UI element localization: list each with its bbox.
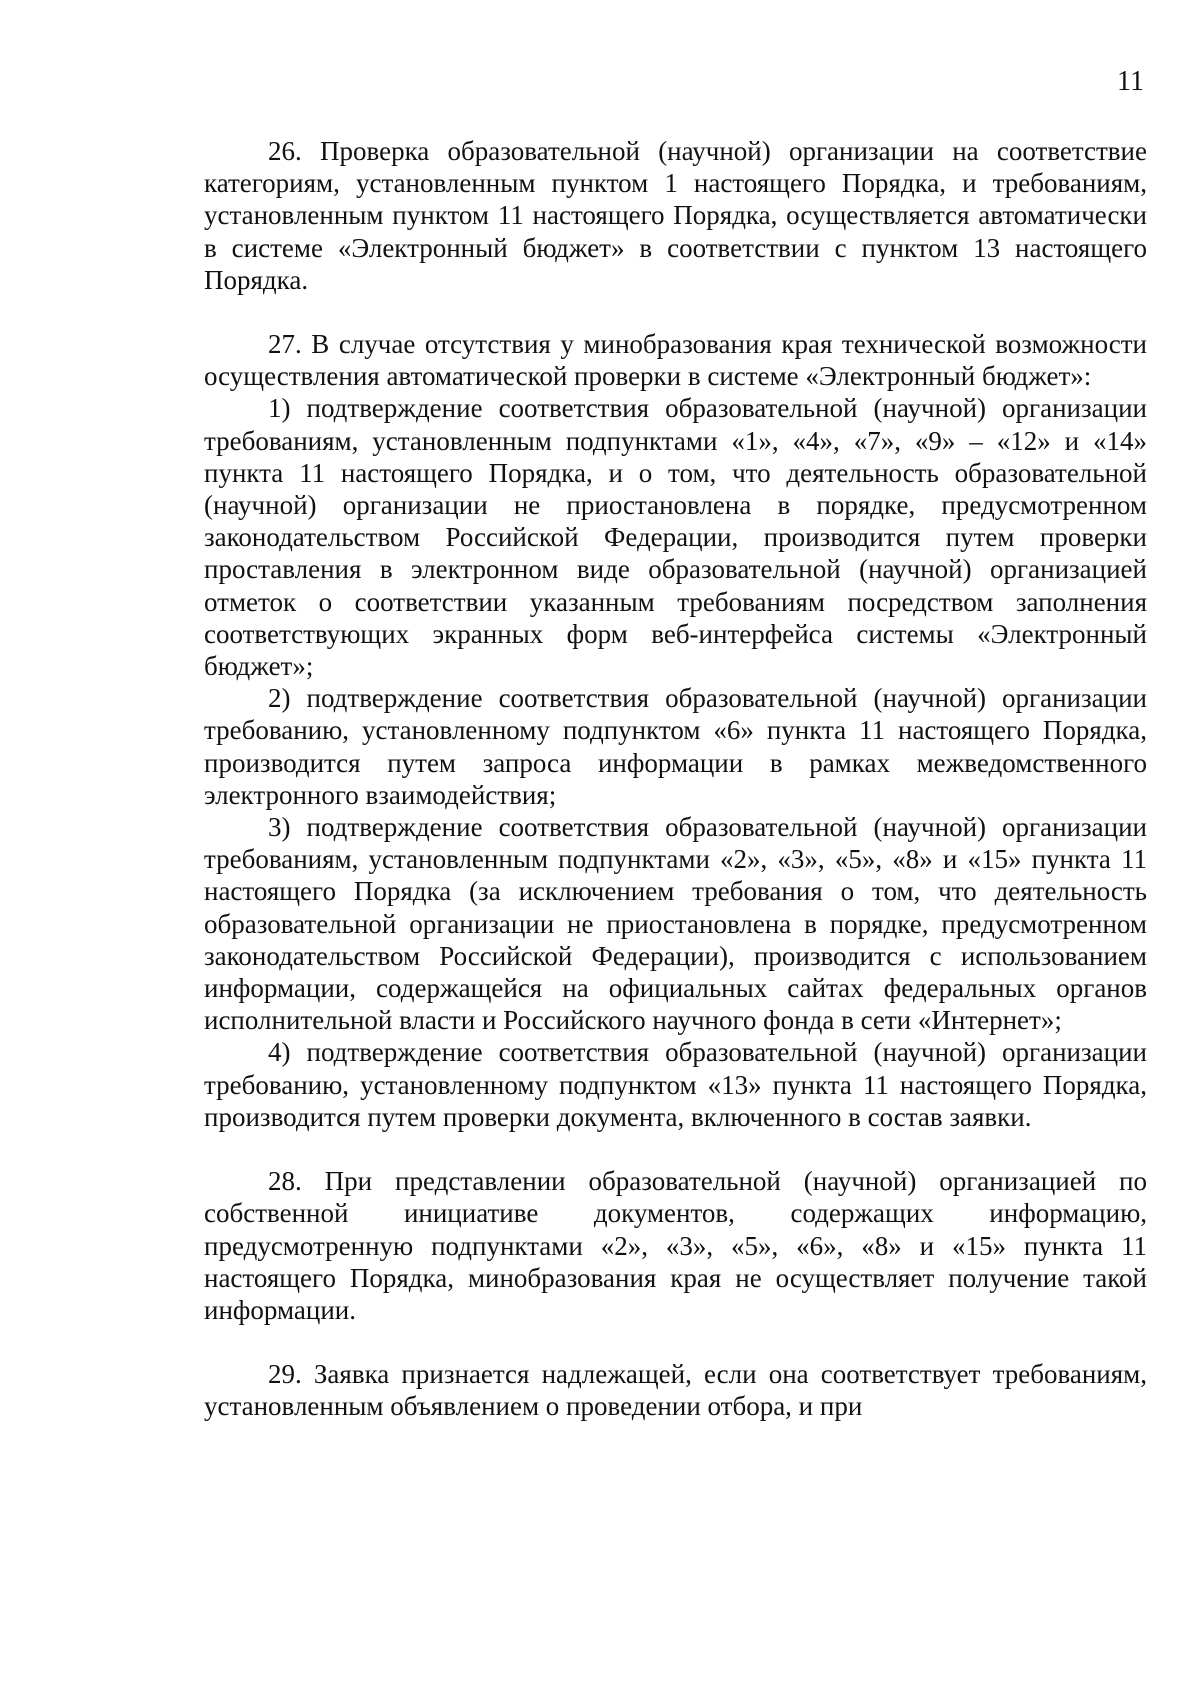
subitem-27-2: 2) подтверждение соответствия образовательной (научной) организации требованию, установленному подпунктом «6» пункта 11 настоящего Порядка, производится путем запроса информации в рамках межведомственного электронного взаимодействия; (204, 683, 1147, 810)
subitem-27-1: 1) подтверждение соответствия образовательной (научной) организации требованиям, установленным подпунктами «1», «4», «7», «9» – «12» и «14» пункта 11 настоящего Порядка, и о том, что деятельность образовательной (научной) организации не приостановлена в порядке, предусмотренном законодательством Российской Федерации, производится путем проверки проставления в электронном виде образовательной (научной) организацией отметок о соответствии указанным требованиям посредством заполнения соответствующих экранных форм веб-интерфейса системы «Электронный бюджет»; (204, 393, 1147, 682)
subitem-27-3: 3) подтверждение соответствия образовательной (научной) организации требованиям, установленным подпунктами «2», «3», «5», «8» и «15» пункта 11 настоящего Порядка (за исключением требования о том, что деятельность образовательной организации не приостановлена в порядке, предусмотренном законодательством Российской Федерации), производится с использованием информации, содержащейся на официальных сайтах федеральных органов исполнительной власти и Российского научного фонда в сети «Интернет»; (204, 812, 1147, 1036)
document-body (204, 135, 1147, 1423)
paragraph-29: 29. Заявка признается надлежащей, если она соответствует требованиям, установленным объявлением о проведении отбора, и при (204, 1359, 1147, 1422)
paragraph-27: 27. В случае отсутствия у минобразования края технической возможности осуществления автоматической проверки в системе «Электронный бюджет»: (204, 329, 1147, 392)
subitem-27-4: 4) подтверждение соответствия образовательной (научной) организации требованию, установленному подпунктом «13» пункта 11 настоящего Порядка, производится путем проверки документа, включенного в состав заявки. (204, 1037, 1147, 1132)
paragraph-26: 26. Проверка образовательной (научной) организации на соответствие категориям, установленным пунктом 1 настоящего Порядка, и требованиям, установленным пунктом 11 настоящего Порядка, осуществляется автоматически в системе «Электронный бюджет» в соответствии с пунктом 13 настоящего Порядка. (204, 136, 1147, 295)
page-number: 11 (1117, 66, 1144, 97)
paragraph-28: 28. При представлении образовательной (научной) организацией по собственной инициативе документов, содержащих информацию, предусмотренную подпунктами «2», «3», «5», «6», «8» и «15» пункта 11 настоящего Порядка, минобразования края не осуществляет получение такой информации. (204, 1166, 1147, 1325)
